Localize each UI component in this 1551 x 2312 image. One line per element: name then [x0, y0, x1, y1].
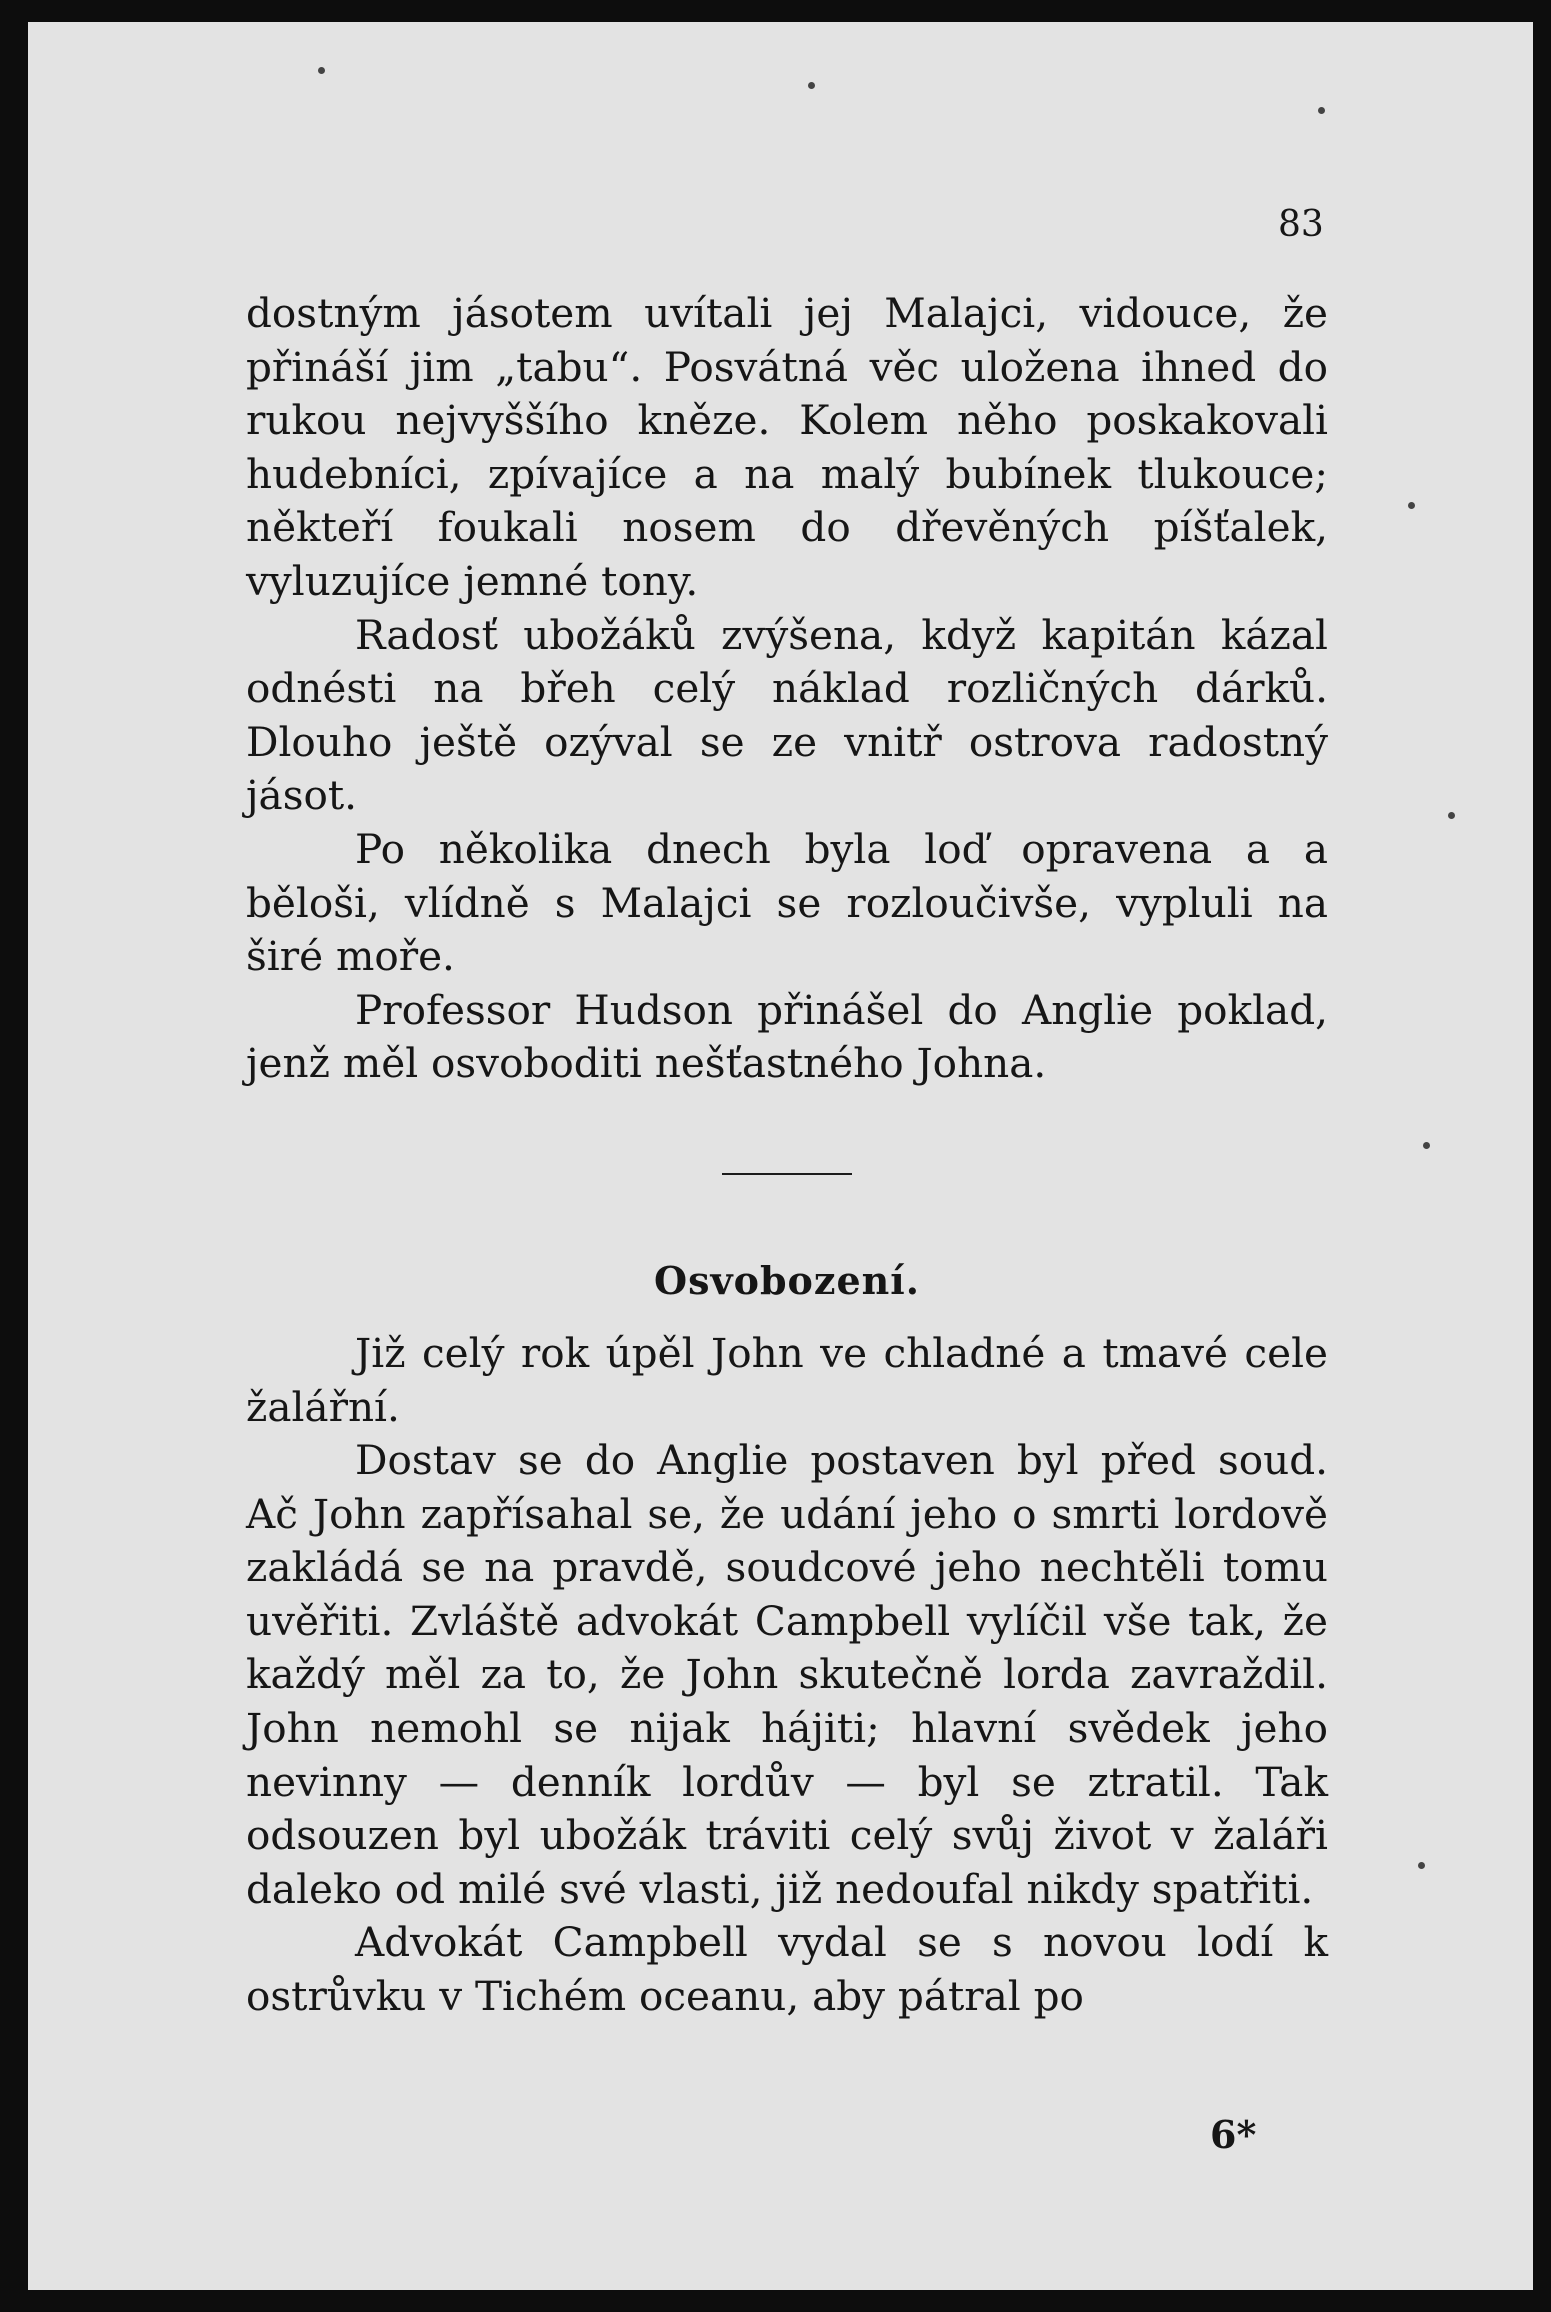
print-speck	[808, 82, 815, 89]
paragraph: Dostav se do Anglie postaven byl před soud. Ač John zapřísahal se, že udání jeho o smrti lordově zakládá se na pravdě, soudcové jeho nechtěli tomu uvěřiti. Zvláště advokát Campbell vylíčil vše tak, že každý měl za to, že John skutečně lorda zavraždil. John nemohl se nijak hájiti; hlavní svědek jeho nevinny — denník lordův — byl se ztratil. Tak odsouzen byl ubožák tráviti celý svůj život v žaláři daleko od milé své vlasti, již nedoufal nikdy spatřiti.	[246, 1436, 1328, 1913]
body-text	[246, 287, 1328, 2024]
paragraph: Po několika dnech byla loď opravena a a běloši, vlídně s Malajci se rozloučivše, vypluli na širé moře.	[246, 824, 1328, 981]
print-speck	[318, 67, 325, 74]
section-heading: Osvobození.	[654, 1257, 920, 1303]
printer-signature-mark: 6*	[1210, 2112, 1257, 2157]
print-speck	[1318, 107, 1325, 114]
print-speck	[1423, 1142, 1430, 1149]
print-speck	[1408, 502, 1415, 509]
print-speck	[1448, 812, 1455, 819]
print-speck	[1418, 1862, 1425, 1869]
paragraph: dostným jásotem uvítali jej Malajci, vidouce, že přináší jim „tabu“. Posvátná věc uložena ihned do rukou nejvyššího kněze. Kolem něho poskakovali hudebníci, zpívajíce a na malý bubínek tlukouce; někteří foukali nosem do dřevěných píšťalek, vyluzujíce jemné tony.	[246, 289, 1328, 605]
paragraph: Radosť ubožáků zvýšena, když kapitán kázal odnésti na břeh celý náklad rozličných dárků. Dlouho ještě ozýval se ze vnitř ostrova radostný jásot.	[246, 610, 1328, 820]
section-divider	[722, 1173, 852, 1175]
paragraph: Advokát Campbell vydal se s novou lodí k ostrůvku v Tichém oceanu, aby pátral po	[246, 1918, 1328, 2021]
book-page	[28, 22, 1533, 2290]
paragraph: Již celý rok úpěl John ve chladné a tmavé cele žalářní.	[246, 1328, 1328, 1431]
paragraph: Professor Hudson přinášel do Anglie poklad, jenž měl osvoboditi nešťastného Johna.	[246, 985, 1328, 1088]
page-number: 83	[1278, 204, 1324, 245]
